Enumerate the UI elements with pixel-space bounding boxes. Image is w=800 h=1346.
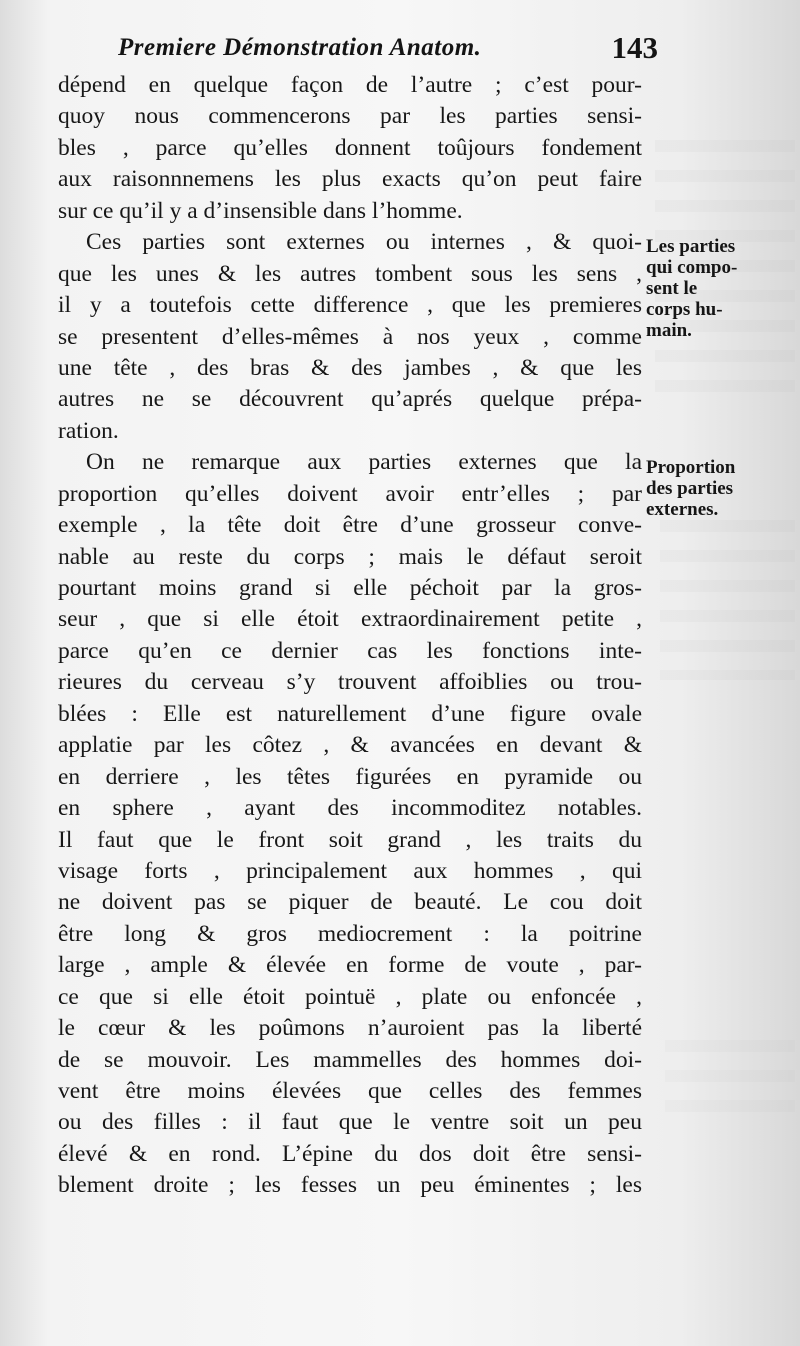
text-line: être long & gros mediocrement : la poitrine	[58, 920, 642, 947]
text-line: le cœur & les poûmons n’auroient pas la liberté	[58, 1015, 642, 1042]
running-title: Premiere Démonstration Anatom.	[118, 34, 482, 61]
text-line: que les unes & les autres tombent sous les sens ,	[58, 260, 642, 287]
text-line: se presentent d’elles-mêmes à nos yeux , comme	[58, 323, 642, 350]
margin-note-parts-of-body	[646, 236, 796, 341]
text-line: large , ample & élevée en forme de voute , par-	[58, 952, 642, 979]
text-line: Il faut que le front soit grand , les traits du	[58, 826, 642, 853]
bleed-through-shadow	[660, 520, 795, 680]
text-line: bles , parce qu’elles donnent toûjours fondement	[58, 134, 642, 161]
text-line: parce qu’en ce dernier cas les fonctions inte-	[58, 637, 642, 664]
text-line: pourtant moins grand si elle péchoit par la gros-	[58, 575, 642, 601]
text-line: exemple , la tête doit être d’une grosseur conve-	[58, 512, 642, 539]
text-line: blement droite ; les fesses un peu éminentes ; les	[58, 1172, 642, 1199]
text-line: Ces parties sont externes ou internes , & quoi-	[86, 229, 642, 256]
text-line: en derriere , les têtes figurées en pyramide ou	[58, 763, 642, 790]
text-line: rieures du cerveau s’y trouvent affoiblies ou trou-	[58, 669, 642, 696]
margin-note-line: main.	[646, 320, 692, 341]
text-line: élevé & en rond. L’épine du dos doit être sensi-	[58, 1140, 642, 1167]
text-line: aux raisonnnemens les plus exacts qu’on peut faire	[58, 166, 642, 193]
text-line: quoy nous commencerons par les parties sensi-	[58, 103, 642, 130]
page-header	[118, 30, 658, 74]
margin-note-line: des parties	[646, 478, 734, 499]
text-line: une tête , des bras & des jambes , & que les	[58, 354, 642, 381]
text-line: On ne remarque aux parties externes que la	[86, 449, 642, 476]
margin-note-proportion	[646, 457, 796, 520]
text-line: seur , que si elle étoit extraordinairement petite ,	[58, 606, 642, 633]
text-line: applatie par les côtez , & avancées en devant &	[58, 732, 642, 759]
text-line: sur ce qu’il y a d’insensible dans l’homme.	[58, 197, 463, 224]
text-line: proportion qu’elles doivent avoir entr’elles ; par	[58, 480, 642, 507]
text-line: ration.	[58, 417, 119, 444]
text-line: il y a toutefois cette difference , que les premieres	[58, 292, 642, 319]
text-line: ce que si elle étoit pointuë , plate ou enfoncée ,	[58, 983, 642, 1010]
margin-note-line: corps hu-	[646, 299, 723, 320]
text-line: dépend en quelque façon de l’autre ; c’est pour-	[58, 72, 642, 98]
text-line: ou des filles : il faut que le ventre soit un peu	[58, 1109, 642, 1136]
margin-note-line: sent le	[646, 278, 698, 299]
margin-note-line: Les parties	[646, 236, 736, 257]
page-number: 143	[611, 30, 658, 65]
body-text	[58, 70, 642, 1202]
text-line: ne doivent pas se piquer de beauté. Le cou doit	[58, 889, 642, 916]
margin-note-line: Proportion	[646, 457, 736, 478]
text-line: autres ne se découvrent qu’aprés quelque prépa-	[58, 386, 642, 413]
text-line: de se mouvoir. Les mammelles des hommes doi-	[58, 1046, 642, 1073]
margin-note-line: qui compo-	[646, 257, 738, 278]
text-line: vent être moins élevées que celles des femmes	[58, 1078, 642, 1104]
bleed-through-shadow	[665, 1040, 795, 1130]
margin-note-line: externes.	[646, 499, 719, 520]
text-line: visage forts , principalement aux hommes , qui	[58, 857, 642, 884]
text-line: en sphere , ayant des incommoditez notables.	[58, 795, 642, 822]
text-line: nable au reste du corps ; mais le défaut seroit	[58, 543, 642, 570]
text-line: blées : Elle est naturellement d’une figure ovale	[58, 700, 642, 727]
